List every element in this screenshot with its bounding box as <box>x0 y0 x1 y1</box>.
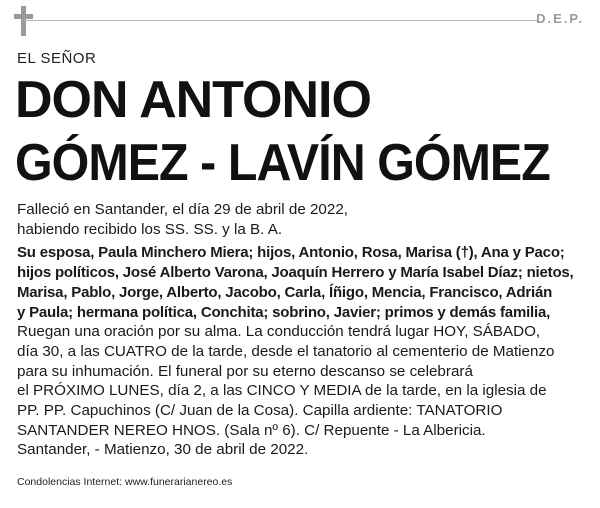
family-line: Su esposa, Paula Minchero Miera; hijos, Antonio, Rosa, Marisa (†), Ana y Paco; <box>17 244 565 262</box>
service-line: el PRÓXIMO LUNES, día 2, a las CINCO Y MEDIA de la tarde, en la iglesia de <box>17 382 547 400</box>
service-line: SANTANDER NEREO HNOS. (Sala nº 6). C/ Repuente - La Albericia. <box>17 421 486 439</box>
title-prefix: EL SEÑOR <box>17 50 97 67</box>
deceased-name-line1: DON ANTONIO <box>15 71 371 129</box>
intro-line: habiendo recibido los SS. SS. y la B. A. <box>17 220 283 238</box>
family-line: y Paula; hermana política, Conchita; sobrino, Javier; primos y demás familia, <box>17 303 551 321</box>
intro-paragraph <box>17 200 589 239</box>
family-paragraph <box>17 243 589 322</box>
family-line: hijos políticos, José Alberto Varona, Joaquín Herrero y María Isabel Díaz; nietos, <box>17 264 574 282</box>
condolences-link[interactable]: Condolencias Internet: www.funerarianereo.es <box>17 476 233 488</box>
intro-line: Falleció en Santander, el día 29 de abril de 2022, <box>17 201 348 218</box>
service-line: día 30, a las CUATRO de la tarde, desde el tanatorio al cementerio de Matienzo <box>17 342 555 360</box>
deceased-name-line2: GÓMEZ - LAVÍN GÓMEZ <box>15 134 550 192</box>
service-line: PP. PP. Capuchinos (C/ Juan de la Cosa). Capilla ardiente: TANATORIO <box>17 402 503 420</box>
service-paragraph <box>17 322 589 440</box>
header-bar <box>0 0 600 40</box>
dep-label: D.E.P. <box>536 11 584 26</box>
header-divider <box>24 20 538 21</box>
notice-body <box>17 200 589 460</box>
family-line: Marisa, Pablo, Jorge, Alberto, Jacobo, Carla, Íñigo, Mencia, Francisco, Adrián <box>17 283 553 301</box>
service-line: para su inhumación. El funeral por su eterno descanso se celebrará <box>17 362 473 380</box>
service-line: Ruegan una oración por su alma. La conducción tendrá lugar HOY, SÁBADO, <box>17 323 541 341</box>
cross-icon <box>12 6 36 36</box>
place-date: Santander, - Matienzo, 30 de abril de 2022. <box>17 441 309 459</box>
